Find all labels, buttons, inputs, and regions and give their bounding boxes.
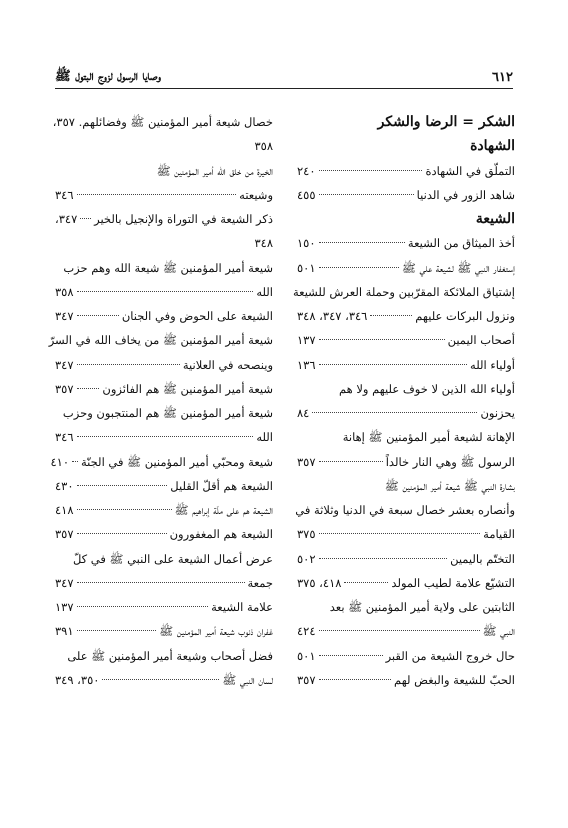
entry-page-ref: ١٣٧ [55, 600, 74, 614]
entry-page-ref: ٤٢٤ [297, 624, 316, 639]
index-entry [55, 207, 273, 231]
entry-text: جمعة [247, 575, 273, 590]
entry-text: الشيعة على الحوض وفي الجنان [121, 309, 273, 323]
entry-page-ref [55, 134, 273, 158]
index-column-right [292, 110, 515, 692]
entry-text: ذكر الشيعة في التوراة والإنجيل بالخير [94, 212, 273, 226]
index-entry [55, 522, 273, 546]
index-entry [297, 401, 515, 425]
entry-page-ref: ٣٥٨ [55, 284, 74, 299]
index-entry [55, 280, 273, 304]
dot-leader [319, 194, 414, 195]
entry-text: الشيعة هم المغفورون [169, 527, 273, 542]
entry-text: خصال شيعة أمير المؤمنين ﷺ وفضائلهم. ٣٥٧، [52, 115, 273, 129]
entry-text: ٣٥٨ [254, 139, 273, 154]
index-entry [297, 183, 515, 207]
index-entry [297, 304, 515, 328]
dot-leader [319, 267, 399, 268]
dot-leader [77, 582, 245, 583]
index-heading: الشيعة [475, 211, 515, 227]
entry-continuation [55, 547, 273, 571]
entry-text: الحبّ للشيعة والبغض لهم [394, 672, 515, 687]
dot-leader [319, 679, 392, 680]
entry-text: عرض أعمال الشيعة على النبي ﷺ في كلّ [72, 551, 273, 566]
entry-text: التختّم باليمين [450, 551, 515, 566]
index-entry [297, 353, 515, 377]
entry-text: علامة الشيعة [211, 600, 273, 614]
entry-text: يحزنون [480, 406, 515, 420]
index-entry [297, 231, 515, 255]
entry-page-ref: ٤٥٥ [297, 187, 316, 202]
entry-page-ref: ٣٤٦، ٣٤٧، ٣٤٨ [297, 309, 368, 323]
dot-leader [319, 630, 480, 631]
entry-page-ref [55, 231, 273, 255]
entry-page-ref: ٣٥٧ [55, 527, 74, 542]
entry-text: حال خروج الشيعة من القبر [385, 648, 515, 663]
entry-page-ref: ٣٥٠، ٣٤٩ [55, 672, 100, 687]
entry-text: الشيعة هم أقلّ القليل [170, 478, 273, 493]
index-entry [297, 547, 515, 571]
entry-page-ref: ٥٠١ [297, 260, 316, 275]
index-entry [50, 450, 273, 474]
entry-text: الخيرة من خلق الله أمير المؤمنين ﷺ [156, 163, 273, 178]
dot-leader [312, 412, 477, 413]
entry-page-ref: ٥٠٢ [297, 551, 316, 566]
entry-text: شيعة أمير المؤمنين ﷺ من يخاف الله في السرّ [48, 333, 273, 348]
dot-leader [72, 461, 78, 462]
entry-text: الله [256, 284, 273, 299]
entry-continuation [297, 595, 515, 619]
dot-leader [77, 606, 209, 607]
dot-leader [77, 315, 119, 316]
index-entry [297, 668, 515, 692]
entry-page-ref: ٣٥٧ [297, 672, 316, 687]
entry-text: فضل أصحاب وشيعة أمير المؤمنين ﷺ على [67, 648, 273, 663]
index-entry [55, 571, 273, 595]
entry-text: التملّق في الشهادة [425, 163, 515, 178]
entry-text: شيعة أمير المؤمنين ﷺ هم الفائزون [102, 381, 273, 396]
entry-continuation [297, 498, 515, 522]
dot-leader [319, 364, 468, 365]
entry-text: أولياء الله [470, 357, 515, 372]
entry-text: بشارة النبي ﷺ شيعة أمير المؤمنين ﷺ [384, 478, 515, 493]
entry-text: شيعة أمير المؤمنين ﷺ هم المنتجبون وحزب [62, 406, 273, 420]
entry-page-ref: ٤٣٠ [55, 478, 74, 493]
index-entry [297, 644, 515, 668]
dot-leader [80, 218, 91, 219]
entry-page-ref: ٤١٨ [55, 503, 74, 517]
entry-page-ref: ٣٥٧ [297, 454, 316, 469]
index-entry [55, 474, 273, 498]
entry-text: إستغفار النبي ﷺ لشيعة علي ﷺ [401, 260, 515, 275]
entry-page-ref: ٤١٨، ٣٧٥ [297, 575, 342, 590]
index-entry [55, 425, 273, 449]
index-entry [55, 377, 273, 401]
index-entry [55, 498, 273, 522]
dot-leader [319, 558, 448, 559]
entry-text: غفران ذنوب شيعة أمير المؤمنين ﷺ [159, 624, 273, 639]
index-entry [55, 304, 273, 328]
index-heading: الشهادة [470, 138, 515, 155]
index-column-left [48, 110, 273, 692]
dot-leader [77, 630, 157, 631]
dot-leader [77, 436, 254, 437]
index-entry [297, 328, 515, 352]
dot-leader [77, 291, 254, 292]
entry-text: وشيعته [239, 187, 273, 202]
index-entry [55, 619, 273, 643]
dot-leader [77, 388, 100, 389]
entry-text: النبي ﷺ [482, 624, 515, 639]
entry-page-ref: ٨٤ [297, 406, 310, 420]
index-entry [297, 619, 515, 643]
entry-text: الثابتين على ولاية أمير المؤمنين ﷺ بعد [329, 600, 515, 614]
entry-text: الشيعة هم على ملّة إبراهيم ﷺ [174, 503, 273, 517]
entry-text: لسان النبي ﷺ [222, 672, 273, 687]
index-entry [55, 183, 273, 207]
index-heading: الشكر = الرضا والشكر [377, 114, 515, 130]
entry-continuation [297, 425, 515, 449]
entry-text: القيامة [483, 527, 515, 542]
running-title: وصايا الرسول لزوج البتول ﷺ [55, 68, 161, 84]
entry-text: أصحاب اليمين [447, 333, 515, 348]
entry-text: شيعة أمير المؤمنين ﷺ شيعة الله وهم حزب [63, 260, 273, 275]
entry-continuation [297, 474, 515, 498]
dot-leader [77, 194, 237, 195]
entry-text: وينصحه في العلانية [182, 357, 273, 372]
entry-page-ref: ١٥٠ [297, 236, 316, 251]
entry-page-ref: ٣٧٥ [297, 527, 316, 542]
entry-text: ونزول البركات عليهم [415, 309, 515, 323]
dot-leader [319, 461, 383, 462]
index-entry [297, 571, 515, 595]
entry-continuation [292, 280, 515, 304]
dot-leader [319, 533, 481, 534]
index-entry [297, 256, 515, 280]
entry-text: الإهانة لشيعة أمير المؤمنين ﷺ إهانة [342, 430, 515, 445]
dot-leader [319, 655, 383, 656]
dot-leader [102, 679, 219, 680]
dot-leader [77, 485, 168, 486]
entry-continuation [55, 256, 273, 280]
dot-leader [370, 315, 412, 316]
entry-text: أولياء الله الذين لا خوف عليهم ولا هم [338, 381, 515, 396]
dot-leader [319, 339, 445, 340]
index-entry [297, 159, 515, 183]
index-entry [55, 668, 273, 692]
entry-continuation [55, 401, 273, 425]
entry-page-ref: ٣٤٧، [55, 212, 78, 226]
page-number: ٦١٢ [492, 69, 513, 85]
entry-text: شيعة ومحبّي أمير المؤمنين ﷺ في الجنّة [81, 454, 273, 469]
dot-leader [319, 170, 423, 171]
entry-page-ref: ٥٠١ [297, 648, 316, 663]
entry-page-ref: ٣٥٧ [55, 381, 74, 396]
index-entry [297, 522, 515, 546]
entry-page-ref: ٣٤٧ [55, 309, 74, 323]
index-entry [55, 353, 273, 377]
entry-text: الله [256, 430, 273, 445]
dot-leader [77, 509, 172, 510]
entry-continuation [55, 644, 273, 668]
entry-continuation [48, 328, 273, 352]
index-entry [55, 595, 273, 619]
entry-page-ref: ٤١٠ [50, 454, 69, 469]
entry-continuation [52, 110, 273, 134]
index-entry [297, 450, 515, 474]
running-header [55, 66, 513, 89]
entry-page-ref: ٢٤٠ [297, 163, 316, 178]
entry-text: التشيّع علامة لطيب المولد [391, 575, 515, 590]
entry-text: الرسول ﷺ وهي النار خالداً [385, 454, 515, 469]
dot-leader [344, 582, 388, 583]
entry-continuation [297, 377, 515, 401]
entry-page-ref: ٣٤٦ [55, 187, 74, 202]
dot-leader [319, 242, 405, 243]
entry-text: وأنصاره بعشر خصال سبعة في الدنيا وثلاثة في [295, 503, 515, 517]
entry-text: ٣٤٨ [254, 236, 273, 251]
entry-page-ref: ٣٤٧ [55, 357, 74, 372]
entry-continuation [55, 159, 273, 183]
entry-page-ref: ١٣٧ [297, 333, 316, 348]
entry-page-ref: ٣٩١ [55, 624, 74, 639]
entry-text: أخذ الميثاق من الشيعة [407, 236, 515, 251]
entry-text: إشتياق الملائكة المقرّبين وحملة العرش للشيعة [292, 284, 515, 299]
entry-page-ref: ١٣٦ [297, 357, 316, 372]
entry-page-ref: ٣٤٦ [55, 430, 74, 445]
dot-leader [77, 364, 180, 365]
entry-page-ref: ٣٤٧ [55, 575, 74, 590]
dot-leader [77, 533, 167, 534]
entry-text: شاهد الزور في الدنيا [416, 187, 515, 202]
